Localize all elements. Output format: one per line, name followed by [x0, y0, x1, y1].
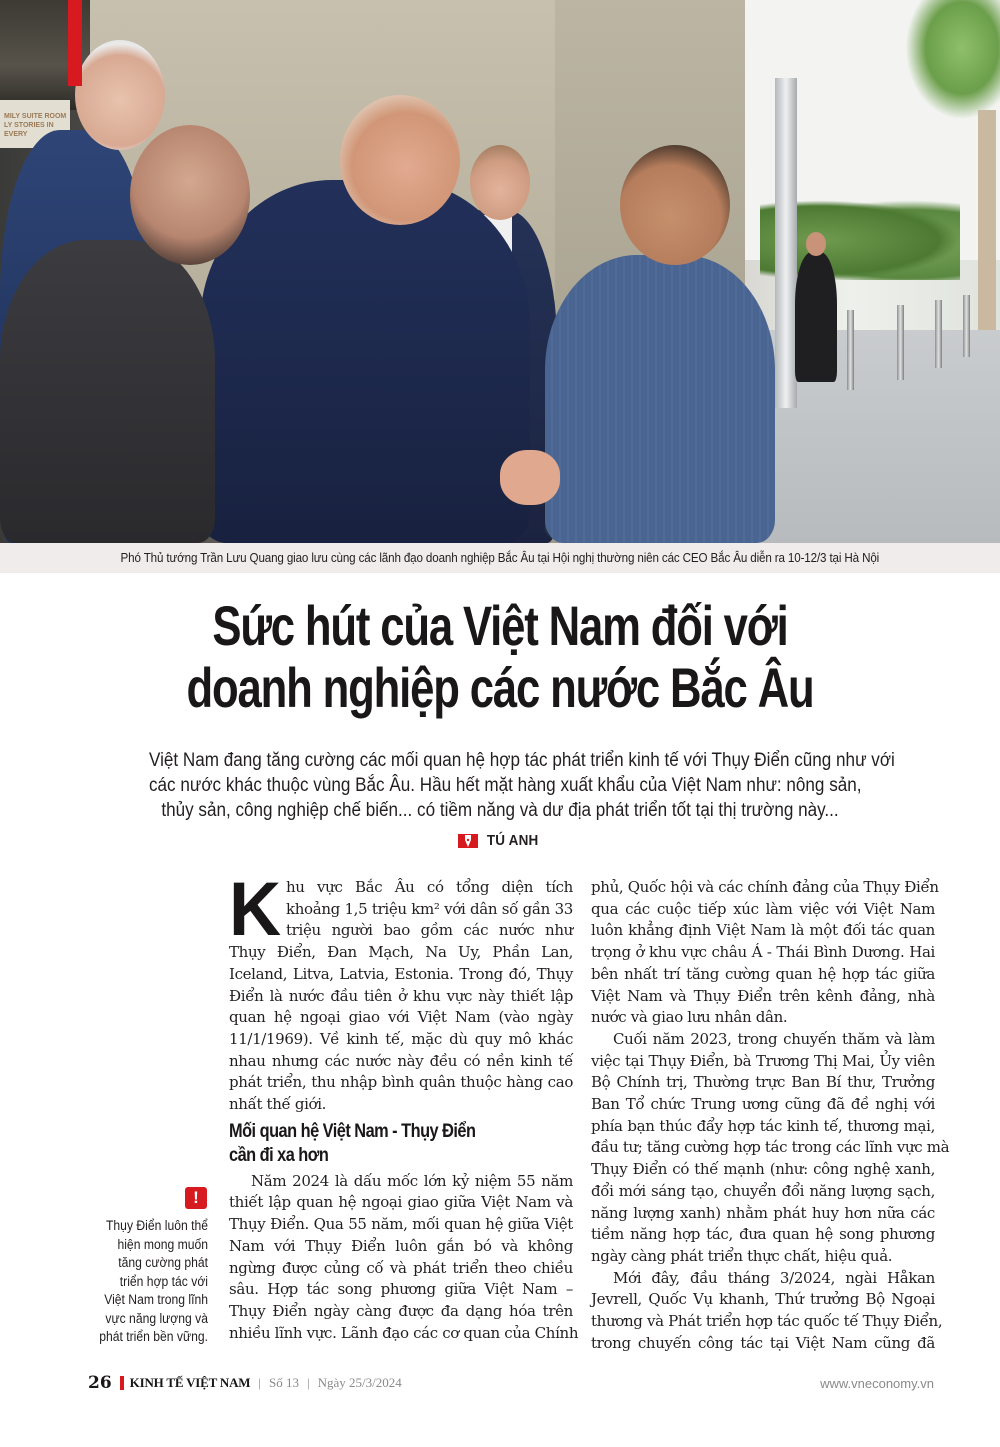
- paragraph: [591, 877, 939, 1029]
- sign-text-line: LY STORIES IN EVERY: [4, 122, 54, 138]
- body-line: thiết lập quan hệ ngoại giao giữa Việt Nam và: [229, 1193, 573, 1212]
- sign-text-line: MILY SUITE ROOM: [4, 113, 67, 120]
- body-line: quan hệ ngoại giao với Việt Nam (vào ngày: [229, 1008, 573, 1027]
- hero-photo: [0, 0, 1000, 543]
- lead-line: các nước khác thuộc vùng Bắc Âu. Hầu hết mặt hàng xuất khẩu của Việt Nam như: nông sản,: [149, 775, 862, 796]
- paragraph-intro: [229, 867, 573, 1116]
- body-line: bên nhất trí tăng cường quan hệ hợp tác giữa: [591, 964, 935, 983]
- article-title: [0, 595, 1000, 719]
- body-line: Thụy Điển có thế mạnh (như: công nghệ xanh,: [591, 1160, 935, 1179]
- quote-line: phát triển bền vững.: [99, 1329, 208, 1344]
- photo-handshake: [500, 450, 560, 505]
- photo-person-back-head: [470, 145, 530, 220]
- body-line: nhau nhưng các nước này đều có nền kinh tế: [229, 1051, 573, 1070]
- body-line: sâu. Hợp tác song phương giữa Việt Nam –: [229, 1280, 573, 1299]
- body-column-1: [229, 867, 579, 1344]
- photo-person-guard-head: [806, 232, 826, 256]
- photo-bollard: [897, 305, 904, 380]
- body-line: trọng ở khu vực châu Á - Thái Bình Dương. Hai: [591, 943, 935, 962]
- photo-person-deputy-pm-head: [620, 145, 730, 265]
- body-line: qua các cuộc tiếp xúc làm việc với Việt Nam: [591, 899, 935, 918]
- body-line: tiềm năng hợp tác, đưa quan hệ song phương: [591, 1225, 935, 1244]
- photo-person-center-head: [340, 95, 460, 225]
- body-line: thương và Phát triển hợp tác quốc tế Thụy Điển,: [591, 1312, 943, 1331]
- paragraph: [591, 1029, 950, 1268]
- body-line: luôn khẳng định Việt Nam là một đối tác quan: [591, 921, 935, 940]
- body-line: phát triển, thu nhập bình quân thuộc hàng cao: [229, 1073, 573, 1092]
- author-name: TÚ ANH: [487, 832, 539, 849]
- publication-name: KINH TẾ VIỆT NAM: [129, 1375, 251, 1390]
- body-line: Thụy Điển. Qua 55 năm, mối quan hệ giữa Việt: [229, 1215, 573, 1234]
- article-lead: [110, 748, 895, 823]
- photo-bollard: [963, 295, 970, 357]
- photo-lamp-pole: [775, 78, 797, 408]
- subheading-line: Mối quan hệ Việt Nam - Thụy Điển: [229, 1120, 476, 1142]
- body-line: khoảng 1,5 triệu km² với dân số gần 33: [286, 899, 573, 918]
- lead-line: thủy sản, công nghiệp chế biến... có tiềm năng và dư địa phát triển tốt tại thị trường này...: [161, 800, 839, 821]
- body-line: nước và giao lưu nhân dân.: [591, 1008, 788, 1027]
- pen-icon: [458, 834, 478, 848]
- body-line: ngày càng phát triển thực chất, hiệu quả.: [591, 1246, 893, 1265]
- body-line: nhiều lĩnh vực. Lãnh đạo các cơ quan của Chính: [229, 1323, 579, 1342]
- quote-line: Thụy Điển luôn thể: [106, 1218, 208, 1233]
- body-line: việc tại Thụy Điển, bà Trương Thị Mai, Ủy viên: [591, 1051, 935, 1070]
- photo-person-deputy-pm: [545, 255, 775, 543]
- body-line: phủ, Quốc hội và các chính đảng của Thụy Điển: [591, 878, 939, 896]
- body-line: đầu tư; tăng cường hợp tác trong các lĩnh vực mà: [591, 1138, 950, 1157]
- byline: [0, 832, 1000, 849]
- photo-bollard: [935, 300, 942, 368]
- body-line: Điển là nước đầu tiên ở khu vực này thiết lập: [229, 986, 573, 1005]
- photo-caption-strip: [0, 543, 1000, 573]
- quote-line: triển hợp tác với: [119, 1273, 208, 1289]
- issue-date: Ngày 25/3/2024: [317, 1375, 402, 1390]
- body-line: đổi mới sáng tạo, chuyển đổi năng lượng sạch,: [591, 1181, 935, 1200]
- page-footer: [88, 1372, 934, 1394]
- body-line: Việt Nam và Thụy Điển trên kênh đảng, nhà: [591, 986, 935, 1005]
- body-line: Bộ Chính trị, Thường trực Ban Bí thư, Trưởng: [591, 1073, 935, 1092]
- quote-line: hiện mong muốn: [117, 1236, 208, 1252]
- pull-quote: [78, 1187, 208, 1347]
- body-line: nhất thế giới.: [229, 1095, 327, 1114]
- exclamation-icon: !: [185, 1187, 207, 1209]
- photo-person-guard: [795, 252, 837, 382]
- separator: |: [306, 1375, 310, 1390]
- quote-line: Việt Nam trong lĩnh: [104, 1292, 208, 1307]
- body-line: 11/1/1969). Về kinh tế, mặc dù quy mô khác: [229, 1029, 573, 1048]
- body-line: ngừng được củng cố và phát triển theo chiều: [229, 1258, 573, 1277]
- footer-accent-bar: [120, 1376, 124, 1390]
- body-line: hu vực Bắc Âu có tổng diện tích: [286, 878, 573, 896]
- body-line: triệu người bao gồm các nước như: [286, 921, 573, 940]
- body-line: Mới đây, đầu tháng 3/2024, ngài Håkan: [613, 1268, 935, 1287]
- body-line: năng lượng xanh) nhằm phát huy hơn nữa các: [591, 1203, 935, 1222]
- body-line: trong chuyến công tác tại Việt Nam cũng đã: [591, 1333, 935, 1352]
- body-line: Nam với Thụy Điển luôn gắn bó và không: [229, 1236, 573, 1255]
- title-line: doanh nghiệp các nước Bắc Âu: [186, 656, 814, 719]
- issue-number: Số 13: [268, 1375, 299, 1390]
- photo-tree: [905, 0, 1000, 120]
- lead-line: Việt Nam đang tăng cường các mối quan hệ hợp tác phát triển kinh tế với Thụy Điển cũng như với: [149, 750, 895, 771]
- photo-bollard: [847, 310, 854, 390]
- body-line: Thụy Điển, Đan Mạch, Na Uy, Phần Lan,: [229, 943, 573, 962]
- body-line: Thụy Điển ngày càng được đa dạng hóa trên: [229, 1301, 573, 1320]
- website-link[interactable]: www.vneconomy.vn: [820, 1375, 934, 1391]
- body-line: Cuối năm 2023, trong chuyến thăm và làm: [613, 1029, 935, 1048]
- subheading-line: cần đi xa hơn: [229, 1144, 329, 1166]
- body-line: Iceland, Litva, Latvia, Estonia. Trong đó, Thụy: [229, 964, 573, 983]
- body-line: Ban Tổ chức Trung ương cũng đã đề nghị với: [591, 1095, 935, 1114]
- body-line: Năm 2024 là dấu mốc lớn kỷ niệm 55 năm: [251, 1171, 573, 1190]
- body-column-2: [591, 877, 950, 1354]
- photo-caption: Phó Thủ tướng Trần Lưu Quang giao lưu cùng các lãnh đạo doanh nghiệp Bắc Âu tại Hội nghị thường niên các CEO Bắc Âu diễn ra 10-12/3 tại Hà Nội: [120, 551, 880, 565]
- section-subheading: [229, 1120, 573, 1168]
- photo-person-foreground-head: [130, 125, 250, 265]
- separator: |: [258, 1375, 261, 1390]
- title-line: Sức hút của Việt Nam đối với: [212, 594, 788, 657]
- photo-person-foreground: [0, 240, 215, 543]
- quote-line: tăng cường phát: [118, 1255, 208, 1270]
- photo-person-center: [200, 180, 530, 543]
- paragraph: [229, 1171, 579, 1345]
- body-line: phía bạn thúc đẩy hợp tác kinh tế, thương mại,: [591, 1116, 935, 1135]
- body-line: Jevrell, Quốc Vụ khanh, Thứ trưởng Bộ Ngoại: [591, 1290, 935, 1309]
- paragraph: [591, 1268, 943, 1355]
- page-number: 26: [88, 1373, 112, 1393]
- section-accent-bar: [68, 0, 82, 86]
- dropcap: K: [229, 867, 282, 952]
- quote-line: vực năng lượng và: [105, 1310, 208, 1326]
- photo-person-left-head: [75, 40, 165, 150]
